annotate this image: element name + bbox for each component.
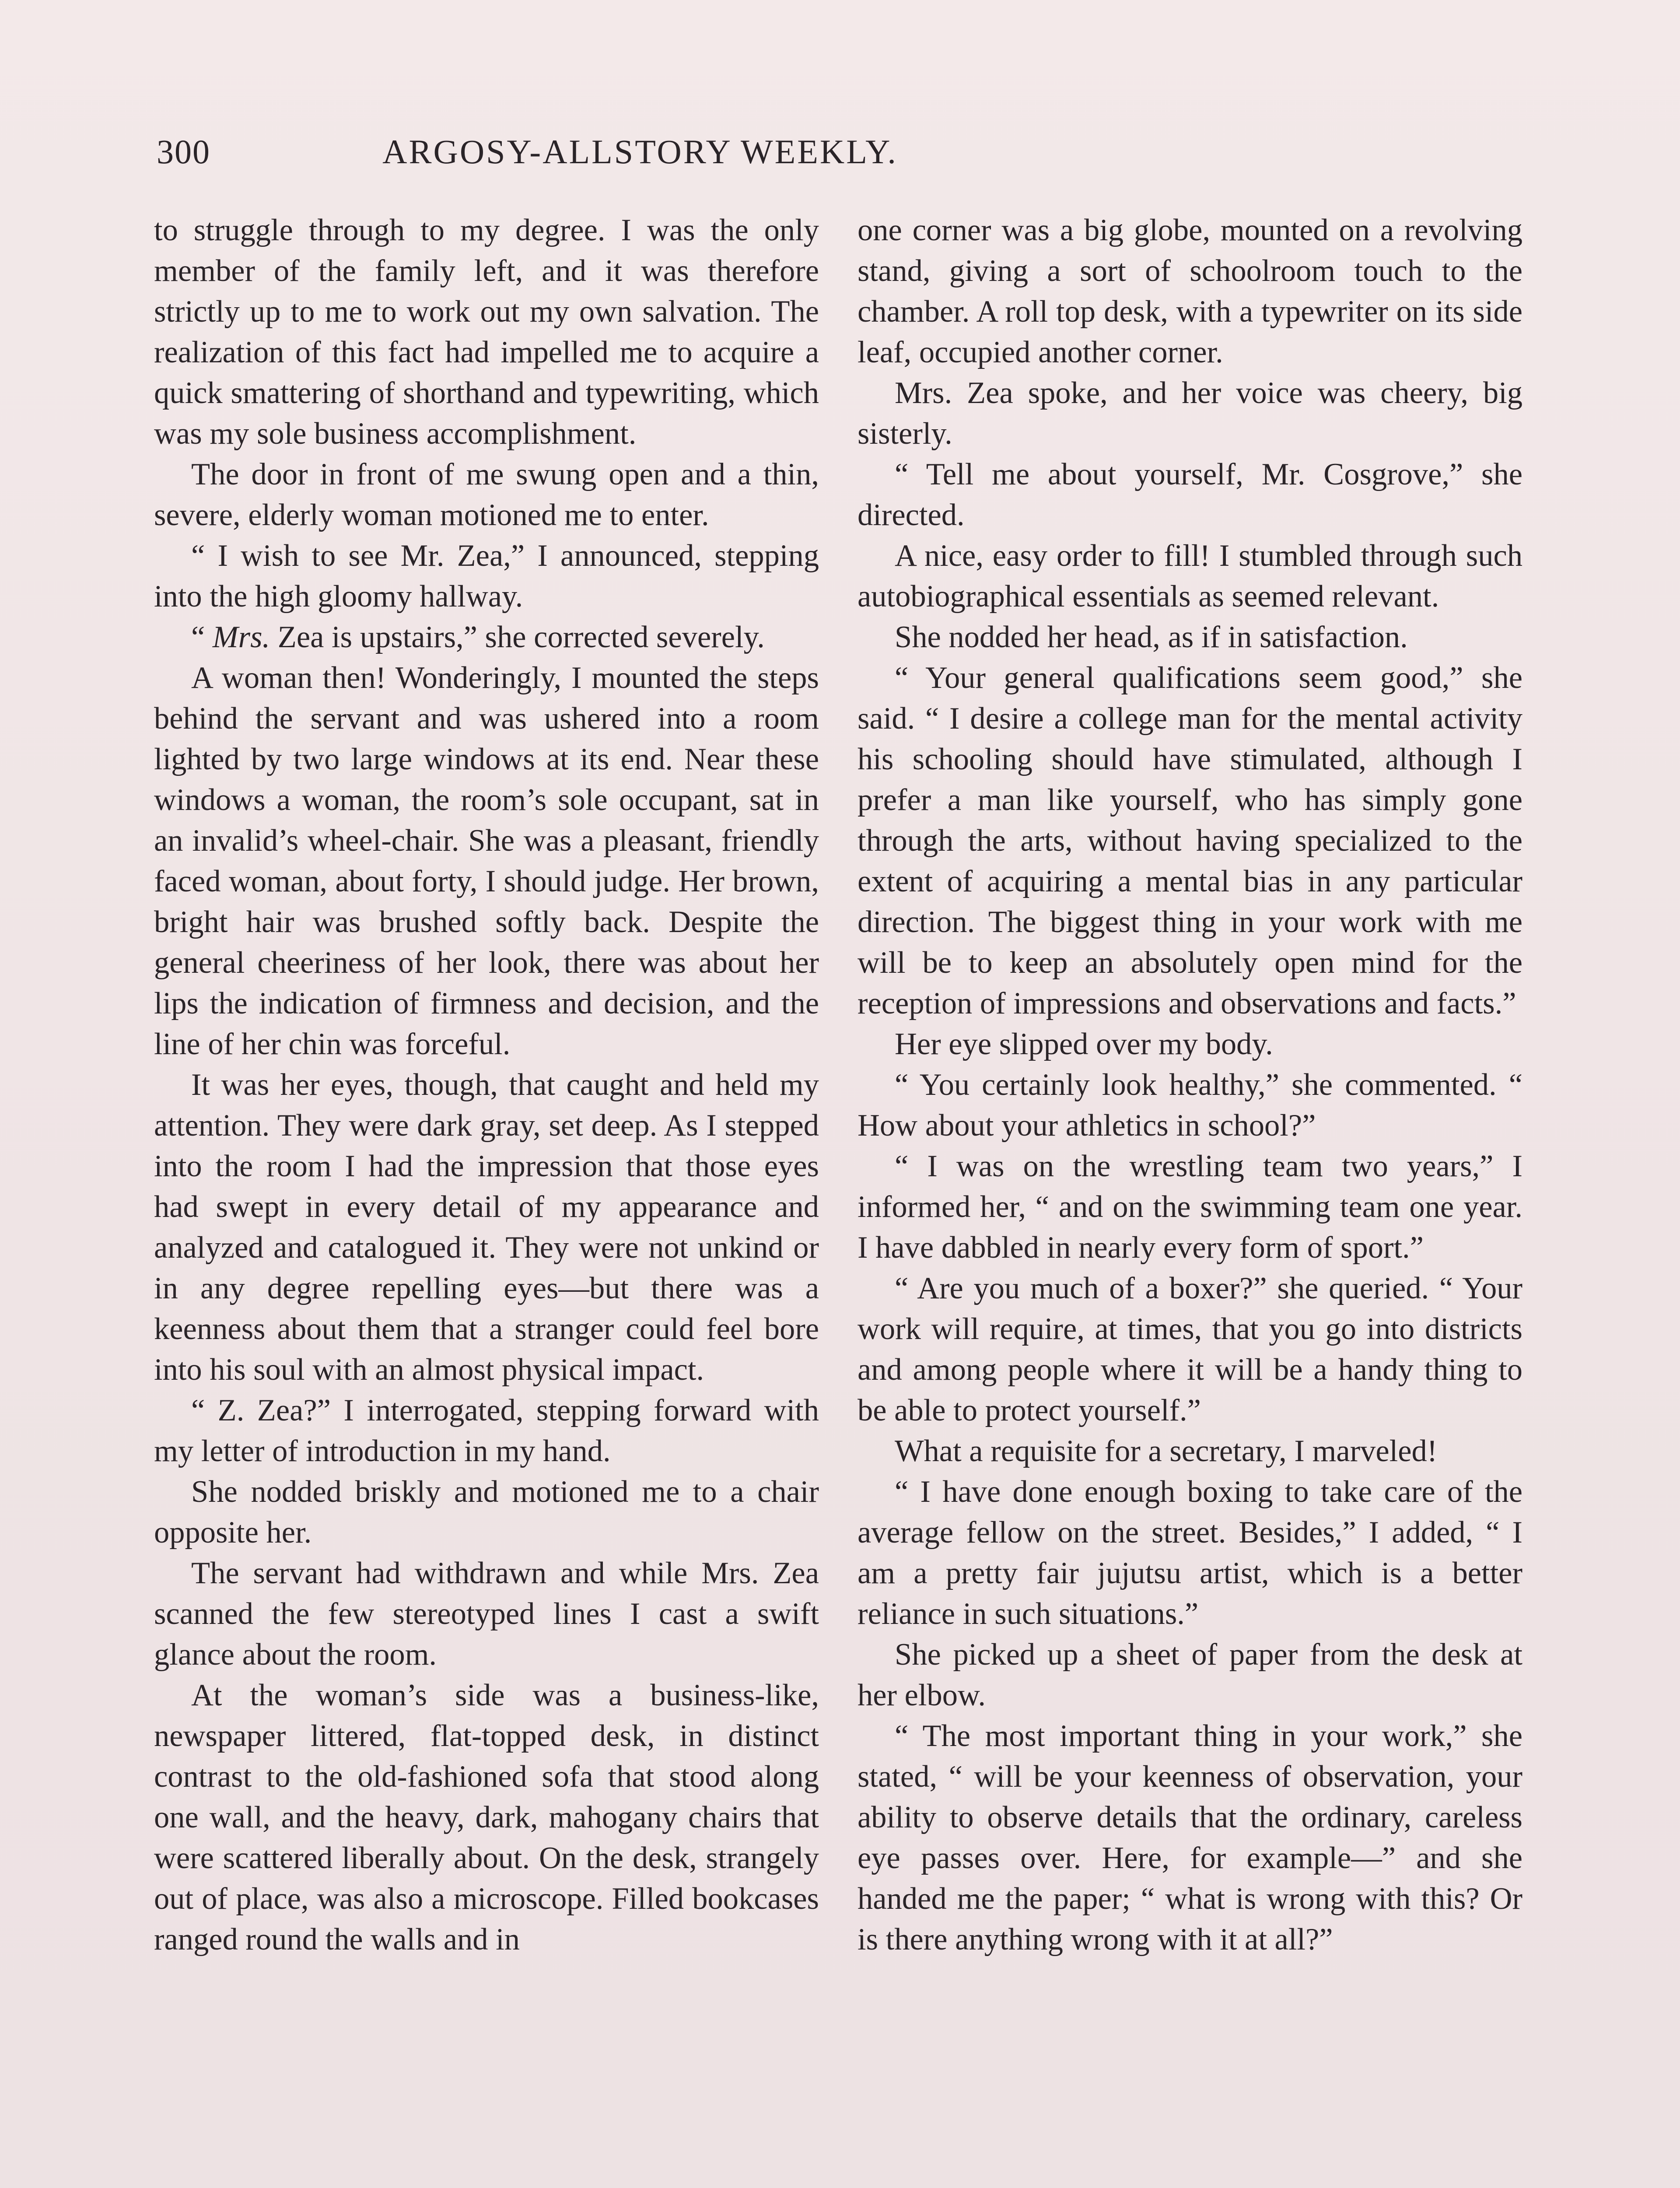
paragraph: A woman then! Wonderingly, I mounted the steps behind the servant and was ushered into a room lighted by two large windows at its end. Near these windows a woman, the room’s sole occupant, sat in an invalid’s wheel-chair. She was a pleasant, friendly faced woman, about forty, I should judge. Her brown, bright hair was brushed softly back. Despite the general cheeriness of her look, there was about her lips the indication of firmness and decision, and the line of her chin was forceful. [154,661,819,1061]
paragraph: The door in front of me swung open and a thin, severe, elderly woman motioned me to enter. [154,457,819,532]
paragraph: “ Are you much of a boxer?” she queried. “ Your work will require, at times, that you go into districts and among people where it will be a handy thing to be able to protect yourself.” [858,1271,1522,1427]
paragraph: “ Your general qualifications seem good,” she said. “ I desire a college man for the mental activity his schooling should have stimulated, although I prefer a man like yourself, who has simply gone through the arts, without having specialized to the extent of acquiring a mental bias in any particular direction. The biggest thing in your work with me will be to keep an absolutely open mind for the reception of impressions and observations and facts.” [858,661,1522,1020]
paragraph: Mrs. Zea spoke, and her voice was cheery, big sisterly. [858,376,1522,451]
page-header [157,128,1124,176]
paragraph: “ The most important thing in your work,” she stated, “ will be your keenness of observation, your ability to observe details that the ordinary, careless eye passes over. Here, for example—” and she handed me the paper; “ what is wrong with this? Or is there anything wrong with it at all?” [858,1719,1522,1957]
paragraph: one corner was a big globe, mounted on a revolving stand, giving a sort of schoolroom touch to the chamber. A roll top desk, with a typewriter on its side leaf, occupied another corner. [858,213,1522,369]
paragraph: She picked up a sheet of paper from the desk at her elbow. [858,1637,1522,1712]
paragraph: “ I wish to see Mr. Zea,” I announced, stepping into the high gloomy hallway. [154,539,819,614]
paragraph: “ Z. Zea?” I interrogated, stepping forward with my letter of introduction in my hand. [154,1393,819,1468]
paragraph: She nodded briskly and motioned me to a chair opposite her. [154,1475,819,1550]
quote-open: “ [191,620,213,654]
right-column [858,210,1522,1960]
page-number: 300 [157,133,210,171]
paragraph-rest: Zea is upstairs,” she corrected severely. [270,620,765,654]
paragraph: At the woman’s side was a business-like, newspaper littered, flat-topped desk, in distinct contrast to the old-fashioned sofa that stood along one wall, and the heavy, dark, mahogany chairs that were scattered liberally about. On the desk, strangely out of place, was also a microscope. Filled bookcases ranged round the walls and in [154,1678,819,1957]
paragraph: “ I have done enough boxing to take care of the average fellow on the street. Besides,” I added, “ I am a pretty fair jujutsu artist, which is a better reliance in such situations.” [858,1475,1522,1631]
paragraph: Her eye slipped over my body. [895,1027,1273,1061]
paragraph [154,617,819,658]
paragraph: A nice, easy order to fill! I stumbled through such autobiographical essentials as seemed relevant. [858,539,1522,614]
paragraph: “ You certainly look healthy,” she commented. “ How about your athletics in school?” [858,1068,1522,1143]
left-column [154,210,819,1960]
paragraph: to struggle through to my degree. I was the only member of the family left, and it was therefore strictly up to me to work out my own salvation. The realization of this fact had impelled me to acquire a quick smattering of shorthand and typewriting, which was my sole business accomplishment. [154,213,819,451]
emphasis: Mrs. [212,620,270,654]
paragraph: What a requisite for a secretary, I marveled! [895,1434,1438,1468]
paragraph: She nodded her head, as if in satisfaction. [895,620,1408,654]
paragraph: “ Tell me about yourself, Mr. Cosgrove,” she directed. [858,457,1522,532]
paragraph: It was her eyes, though, that caught and held my attention. They were dark gray, set deep. As I stepped into the room I had the impression that those eyes had swept in every detail of my appearance and analyzed and catalogued it. They were not unkind or in any degree repelling eyes—but there was a keenness about them that a stranger could feel bore into his soul with an almost physical impact. [154,1068,819,1387]
paragraph: The servant had withdrawn and while Mrs. Zea scanned the few stereotyped lines I cast a swift glance about the room. [154,1556,819,1672]
running-title: ARGOSY-ALLSTORY WEEKLY. [382,133,898,171]
paragraph: “ I was on the wrestling team two years,” I informed her, “ and on the swimming team one year. I have dabbled in nearly every form of sport.” [858,1149,1522,1265]
